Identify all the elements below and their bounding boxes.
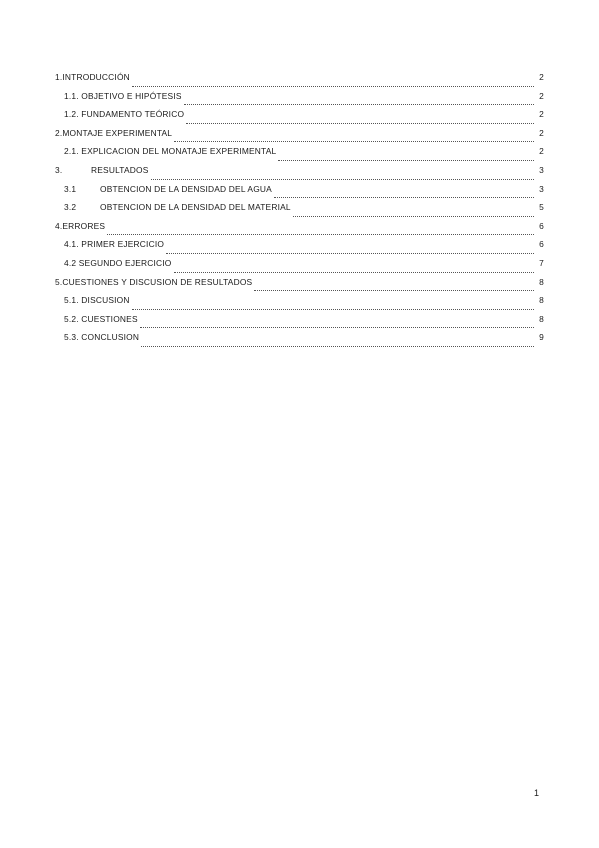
toc-entry-page: 3 bbox=[539, 183, 544, 194]
toc-entry-explicacion[interactable] bbox=[55, 146, 544, 165]
toc-dot-leader bbox=[140, 327, 534, 328]
toc-entry-cuestiones-discusion[interactable] bbox=[55, 277, 544, 296]
toc-dot-leader bbox=[166, 253, 534, 254]
toc-entry-title: 5.1. DISCUSION bbox=[64, 295, 130, 306]
toc-dot-leader bbox=[107, 234, 534, 235]
toc-dot-leader bbox=[274, 197, 534, 198]
toc-entry-title: OBTENCION DE LA DENSIDAD DEL MATERIAL bbox=[100, 202, 291, 213]
toc-entry-number: 3.2 bbox=[64, 202, 77, 213]
toc-entry-title: RESULTADOS bbox=[91, 164, 149, 175]
toc-dot-leader bbox=[132, 86, 534, 87]
toc-entry-number: 3. bbox=[55, 164, 63, 175]
toc-entry-errores[interactable] bbox=[55, 221, 544, 240]
toc-entry-number: 3.1 bbox=[64, 183, 77, 194]
toc-entry-montaje[interactable] bbox=[55, 128, 544, 147]
toc-entry-resultados[interactable] bbox=[55, 165, 544, 184]
toc-dot-leader bbox=[132, 309, 534, 310]
toc-entry-page: 7 bbox=[539, 257, 544, 268]
toc-dot-leader bbox=[184, 104, 534, 105]
toc-entry-title: 1.1. OBJETIVO E HIPÓTESIS bbox=[64, 90, 182, 101]
toc-entry-title: 2.MONTAJE EXPERIMENTAL bbox=[55, 127, 173, 138]
toc-dot-leader bbox=[174, 272, 534, 273]
toc-entry-page: 6 bbox=[539, 220, 544, 231]
toc-entry-conclusion[interactable] bbox=[55, 332, 544, 351]
toc-dot-leader bbox=[141, 346, 534, 347]
toc-entry-cuestiones[interactable] bbox=[55, 314, 544, 333]
toc-entry-title: 4.2 SEGUNDO EJERCICIO bbox=[64, 257, 172, 268]
toc-entry-page: 3 bbox=[539, 164, 544, 175]
toc-entry-title: 5.2. CUESTIONES bbox=[64, 313, 138, 324]
toc-entry-page: 6 bbox=[539, 239, 544, 250]
toc-entry-title: 2.1. EXPLICACION DEL MONATAJE EXPERIMENTAL bbox=[64, 146, 277, 157]
toc-entry-fundamento[interactable] bbox=[55, 109, 544, 128]
toc-entry-title: 4.1. PRIMER EJERCICIO bbox=[64, 239, 165, 250]
toc-entry-page: 2 bbox=[539, 127, 544, 138]
toc-entry-page: 8 bbox=[539, 313, 544, 324]
toc-entry-segundo-ejercicio[interactable] bbox=[55, 258, 544, 277]
toc-entry-page: 2 bbox=[539, 72, 544, 82]
toc-dot-leader bbox=[278, 160, 534, 161]
toc-entry-discusion[interactable] bbox=[55, 295, 544, 314]
toc-dot-leader bbox=[151, 179, 534, 180]
toc-entry-densidad-agua[interactable] bbox=[55, 184, 544, 203]
toc-entry-densidad-material[interactable] bbox=[55, 202, 544, 221]
toc-entry-introduccion[interactable] bbox=[55, 72, 544, 91]
toc-dot-leader bbox=[174, 141, 534, 142]
toc-entry-title: 1.INTRODUCCIÓN bbox=[55, 72, 130, 82]
toc-entry-title: 5.CUESTIONES Y DISCUSION DE RESULTADOS bbox=[55, 276, 253, 287]
toc-dot-leader bbox=[254, 290, 534, 291]
toc-entry-page: 2 bbox=[539, 109, 544, 120]
toc-entry-page: 5 bbox=[539, 202, 544, 213]
toc-entry-objetivo[interactable] bbox=[55, 91, 544, 110]
toc-dot-leader bbox=[186, 123, 534, 124]
table-of-contents bbox=[55, 72, 544, 351]
toc-entry-primer-ejercicio[interactable] bbox=[55, 239, 544, 258]
toc-entry-title: 4.ERRORES bbox=[55, 220, 106, 231]
toc-entry-title: OBTENCION DE LA DENSIDAD DEL AGUA bbox=[100, 183, 272, 194]
toc-entry-page: 2 bbox=[539, 146, 544, 157]
toc-entry-page: 8 bbox=[539, 276, 544, 287]
toc-dot-leader bbox=[293, 216, 534, 217]
toc-entry-page: 9 bbox=[539, 332, 544, 343]
toc-entry-title: 5.3. CONCLUSION bbox=[64, 332, 140, 343]
toc-entry-page: 8 bbox=[539, 295, 544, 306]
toc-entry-page: 2 bbox=[539, 90, 544, 101]
page-number: 1 bbox=[534, 788, 540, 798]
toc-entry-title: 1.2. FUNDAMENTO TEÓRICO bbox=[64, 109, 185, 120]
